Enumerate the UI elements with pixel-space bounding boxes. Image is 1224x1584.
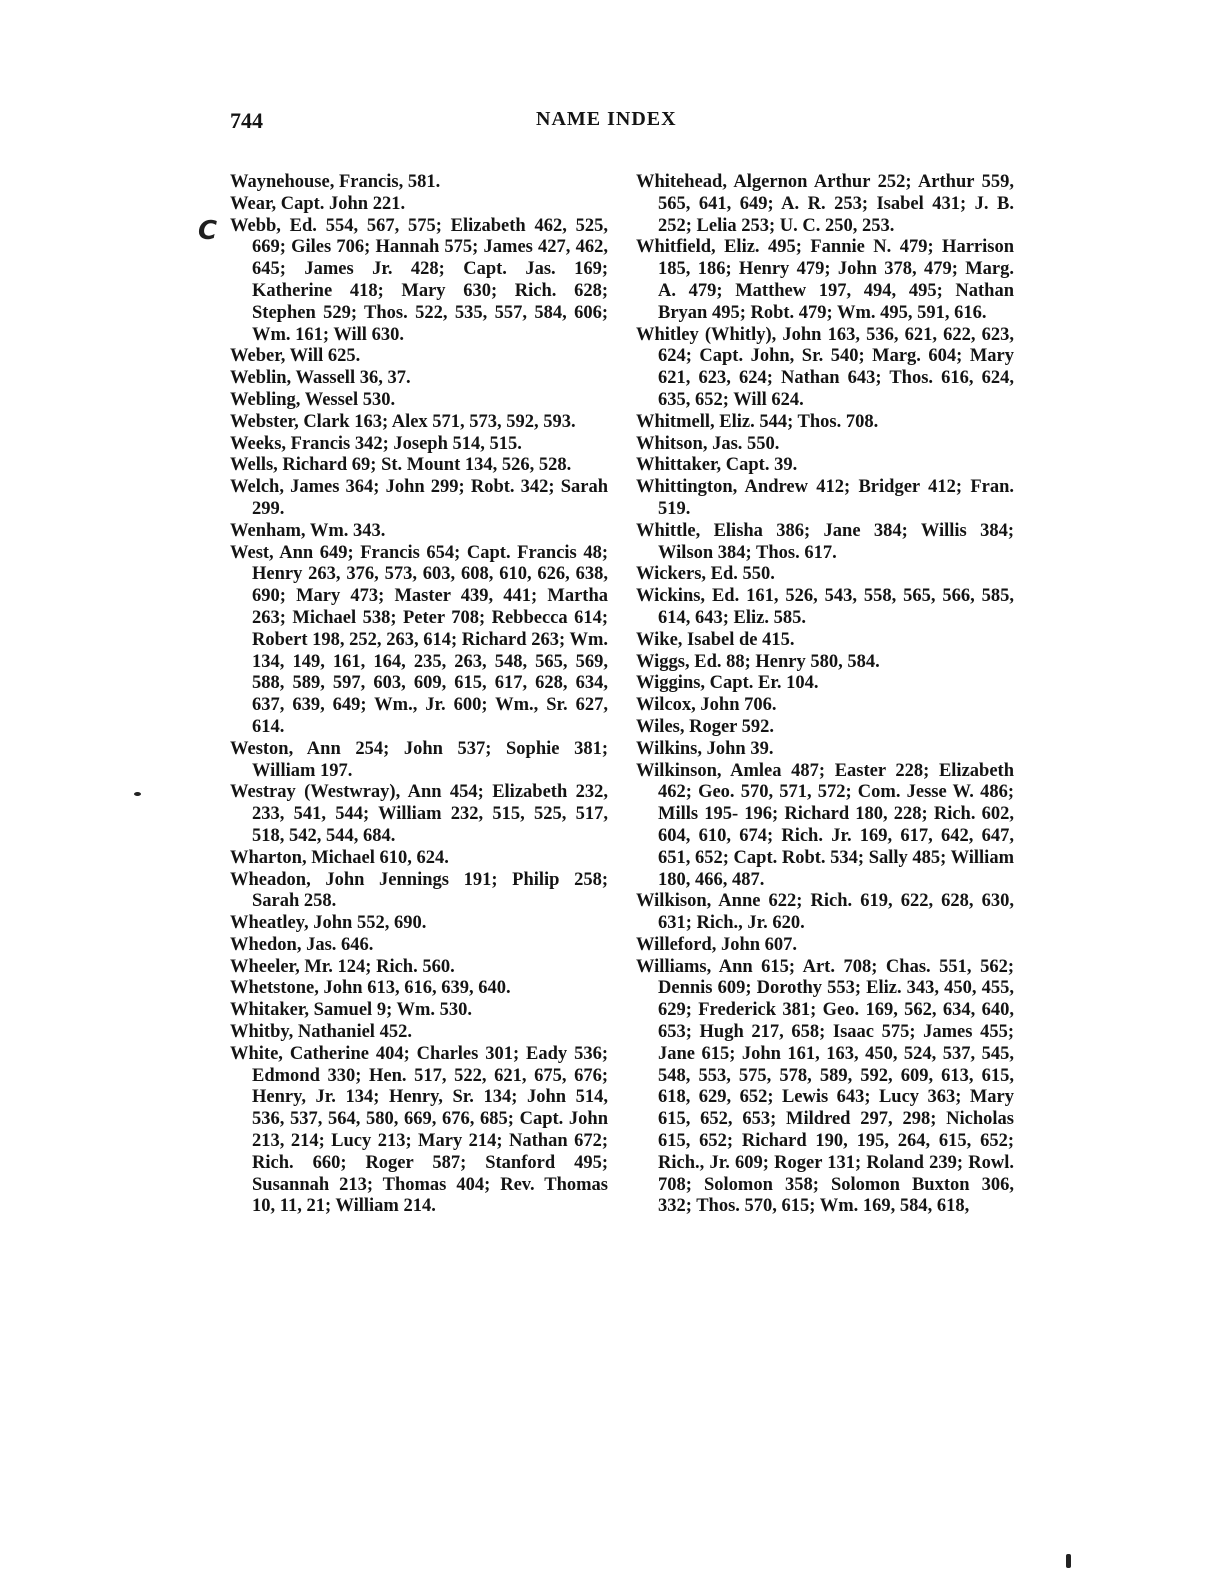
index-entry: Whitmell, Eliz. 544; Thos. 708.	[636, 411, 879, 432]
index-entry: White, Catherine 404; Charles 301; Eady 536; Edmond 330; Hen. 517, 522, 621, 675, 676; Henry, Jr. 134; Henry, Sr. 134; John 514, 536, 537, 564, 580, 669, 676, 685; Capt. John 213, 214; Lucy 213; Mary 214; Nathan 672; Rich. 660; Roger 587; Stanford 495; Susannah 213; Thomas 404; Rev. Thomas 10, 11, 21; William 214.	[230, 1043, 608, 1217]
index-entry: Wiles, Roger 592.	[636, 716, 775, 737]
index-entry: Willeford, John 607.	[636, 934, 798, 955]
index-entry: Wickers, Ed. 550.	[636, 564, 775, 585]
running-head: NAME INDEX	[536, 108, 677, 130]
index-entry: Welch, James 364; John 299; Robt. 342; Sarah 299.	[230, 477, 608, 519]
index-entry: West, Ann 649; Francis 654; Capt. Francis 48; Henry 263, 376, 573, 603, 608, 610, 626, 638, 690; Mary 473; Master 439, 441; Martha 263; Michael 538; Peter 708; Rebbecca 614; Robert 198, 252, 263, 614; Richard 263; Wm. 134, 149, 161, 164, 235, 263, 548, 565, 569, 588, 589, 597, 603, 609, 615, 617, 628, 634, 637, 639, 649; Wm., Jr. 600; Wm., Sr. 627, 614.	[230, 542, 608, 737]
index-entry: Webb, Ed. 554, 567, 575; Elizabeth 462, 525, 669; Giles 706; Hannah 575; James 427, 462, 645; James Jr. 428; Capt. Jas. 169; Katherine 418; Mary 630; Rich. 628; Stephen 529; Thos. 522, 535, 557, 584, 606; Wm. 161; Will 630.	[230, 215, 608, 345]
index-entry: Wilkison, Anne 622; Rich. 619, 622, 628, 630, 631; Rich., Jr. 620.	[636, 891, 1014, 934]
index-entry: Whittington, Andrew 412; Bridger 412; Fran. 519.	[636, 477, 1014, 519]
index-entry: Whittaker, Capt. 39.	[636, 455, 798, 476]
index-column-left	[230, 172, 608, 1218]
index-entry: Whitby, Nathaniel 452.	[230, 1022, 412, 1043]
page-header	[230, 108, 1010, 138]
index-entry: Wheatley, John 552, 690.	[230, 913, 427, 934]
index-entry: Wheadon, John Jennings 191; Philip 258; Sarah 258.	[230, 869, 608, 912]
index-entry: Wells, Richard 69; St. Mount 134, 526, 528.	[230, 455, 572, 476]
index-entry: Wickins, Ed. 161, 526, 543, 558, 565, 566, 585, 614, 643; Eliz. 585.	[636, 586, 1014, 628]
index-entry: Webster, Clark 163; Alex 571, 573, 592, 593.	[230, 411, 576, 432]
index-entry: Wiggs, Ed. 88; Henry 580, 584.	[636, 651, 880, 672]
index-entry: Wilcox, John 706.	[636, 695, 777, 716]
index-entry: Waynehouse, Francis, 581.	[230, 172, 441, 192]
index-entry: Wike, Isabel de 415.	[636, 629, 795, 650]
index-entry: Whitfield, Eliz. 495; Fannie N. 479; Harrison 185, 186; Henry 479; John 378, 479; Marg. A. 479; Matthew 197, 494, 495; Nathan Bryan 495; Robt. 479; Wm. 495, 591, 616.	[636, 237, 1014, 323]
scan-speck	[1066, 1554, 1071, 1568]
index-entry: Wear, Capt. John 221.	[230, 193, 406, 214]
index-entry: Whitaker, Samuel 9; Wm. 530.	[230, 1000, 473, 1021]
index-entry: Whittle, Elisha 386; Jane 384; Willis 384; Wilson 384; Thos. 617.	[636, 520, 1014, 563]
index-entry: Weeks, Francis 342; Joseph 514, 515.	[230, 433, 522, 454]
index-entry: Whetstone, John 613, 616, 639, 640.	[230, 978, 511, 999]
margin-annotation: C	[198, 216, 218, 246]
index-entry: Wharton, Michael 610, 624.	[230, 847, 449, 868]
scan-speck	[134, 792, 141, 796]
index-entry: Whitson, Jas. 550.	[636, 433, 780, 454]
index-entry: Westray (Westwray), Ann 454; Elizabeth 232, 233, 541, 544; William 232, 515, 525, 517, 518, 542, 544, 684.	[230, 782, 608, 846]
index-entry: Webling, Wessel 530.	[230, 389, 396, 410]
index-entry: Whitehead, Algernon Arthur 252; Arthur 559, 565, 641, 649; A. R. 253; Isabel 431; J. B. 252; Lelia 253; U. C. 250, 253.	[636, 172, 1014, 236]
index-entry: Wheeler, Mr. 124; Rich. 560.	[230, 956, 455, 977]
index-column-right	[636, 172, 1014, 1218]
index-entry: Wiggins, Capt. Er. 104.	[636, 673, 819, 694]
index-entry: Williams, Ann 615; Art. 708; Chas. 551, 562; Dennis 609; Dorothy 553; Eliz. 343, 450, 455, 629; Frederick 381; Geo. 169, 562, 634, 640, 653; Hugh 217, 658; Isaac 575; James 455; Jane 615; John 161, 163, 450, 524, 537, 545, 548, 553, 575, 578, 589, 592, 609, 613, 615, 618, 629, 652; Lewis 643; Lucy 363; Mary 615, 652, 653; Mildred 297, 298; Nicholas 615, 652; Richard 190, 195, 264, 615, 652; Rich., Jr. 609; Roger 131; Roland 239; Rowl. 708; Solomon 358; Solomon Buxton 306, 332; Thos. 570, 615; Wm. 169, 584, 618,	[636, 956, 1014, 1217]
index-entry: Whedon, Jas. 646.	[230, 934, 374, 955]
index-entry: Wilkins, John 39.	[636, 738, 774, 759]
index-entry: Weston, Ann 254; John 537; Sophie 381; William 197.	[230, 738, 608, 781]
index-entry: Wilkinson, Amlea 487; Easter 228; Elizabeth 462; Geo. 570, 571, 572; Com. Jesse W. 486; Mills 195- 196; Richard 180, 228; Rich. 602, 604, 610, 674; Rich. Jr. 169, 617, 642, 647, 651, 652; Capt. Robt. 534; Sally 485; William 180, 466, 487.	[636, 760, 1014, 890]
page-number: 744	[230, 108, 263, 133]
index-entry: Whitley (Whitly), John 163, 536, 621, 622, 623, 624; Capt. John, Sr. 540; Marg. 604; Mary 621, 623, 624; Nathan 643; Thos. 616, 624, 635, 652; Will 624.	[636, 324, 1014, 410]
index-entry: Wenham, Wm. 343.	[230, 520, 386, 541]
index-entry: Weblin, Wassell 36, 37.	[230, 368, 411, 389]
index-entry: Weber, Will 625.	[230, 346, 361, 367]
